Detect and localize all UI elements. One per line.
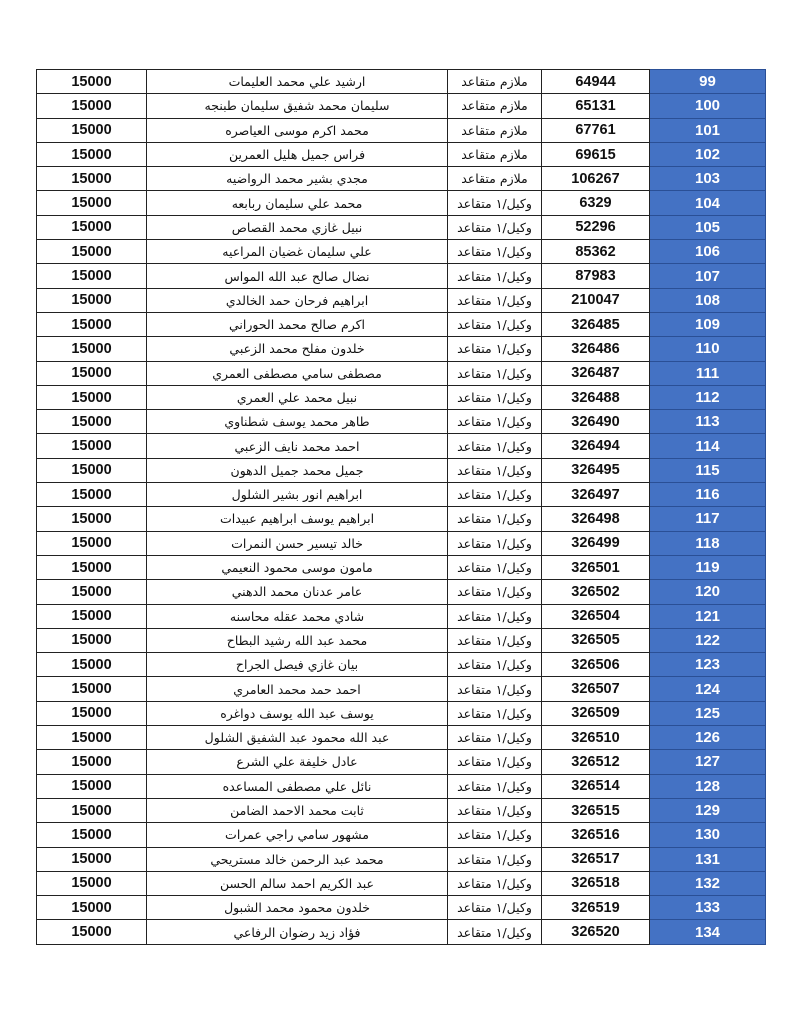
sequence-number-cell: 108 bbox=[650, 288, 766, 312]
name-cell: احمد محمد نايف الزعبي bbox=[147, 434, 448, 458]
military-number-cell: 326505 bbox=[542, 628, 650, 652]
military-number-cell: 67761 bbox=[542, 118, 650, 142]
table-row bbox=[37, 264, 766, 288]
table-row bbox=[37, 142, 766, 166]
table-row bbox=[37, 726, 766, 750]
name-cell: مامون موسى محمود النعيمي bbox=[147, 555, 448, 579]
table-row bbox=[37, 337, 766, 361]
rank-cell: وكيل/١ متقاعد bbox=[448, 847, 542, 871]
amount-cell: 15000 bbox=[37, 361, 147, 385]
name-cell: عبد الله محمود عبد الشفيق الشلول bbox=[147, 726, 448, 750]
table-row bbox=[37, 847, 766, 871]
table-row bbox=[37, 871, 766, 895]
table-row bbox=[37, 215, 766, 239]
table-row bbox=[37, 118, 766, 142]
amount-cell: 15000 bbox=[37, 434, 147, 458]
name-cell: ابراهيم فرحان حمد الخالدي bbox=[147, 288, 448, 312]
rank-cell: ملازم متقاعد bbox=[448, 70, 542, 94]
sequence-number-cell: 118 bbox=[650, 531, 766, 555]
amount-cell: 15000 bbox=[37, 896, 147, 920]
rank-cell: وكيل/١ متقاعد bbox=[448, 410, 542, 434]
amount-cell: 15000 bbox=[37, 410, 147, 434]
name-cell: مجدي بشير محمد الرواضيه bbox=[147, 167, 448, 191]
military-number-cell: 326497 bbox=[542, 483, 650, 507]
amount-cell: 15000 bbox=[37, 798, 147, 822]
sequence-number-cell: 106 bbox=[650, 240, 766, 264]
name-cell: محمد علي سليمان ربابعه bbox=[147, 191, 448, 215]
name-cell: مصطفى سامي مصطفى العمري bbox=[147, 361, 448, 385]
rank-cell: وكيل/١ متقاعد bbox=[448, 628, 542, 652]
amount-cell: 15000 bbox=[37, 604, 147, 628]
name-cell: ابراهيم انور بشير الشلول bbox=[147, 483, 448, 507]
sequence-number-cell: 122 bbox=[650, 628, 766, 652]
rank-cell: وكيل/١ متقاعد bbox=[448, 896, 542, 920]
table-row bbox=[37, 191, 766, 215]
sequence-number-cell: 103 bbox=[650, 167, 766, 191]
name-cell: سليمان محمد شفيق سليمان طبنجه bbox=[147, 94, 448, 118]
table-row bbox=[37, 604, 766, 628]
amount-cell: 15000 bbox=[37, 142, 147, 166]
table-row bbox=[37, 580, 766, 604]
sequence-number-cell: 131 bbox=[650, 847, 766, 871]
military-number-cell: 87983 bbox=[542, 264, 650, 288]
sequence-number-cell: 116 bbox=[650, 483, 766, 507]
name-cell: عادل خليفة علي الشرع bbox=[147, 750, 448, 774]
military-number-cell: 326514 bbox=[542, 774, 650, 798]
table-row bbox=[37, 701, 766, 725]
sequence-number-cell: 117 bbox=[650, 507, 766, 531]
rank-cell: وكيل/١ متقاعد bbox=[448, 726, 542, 750]
name-cell: خلدون مفلح محمد الزعبي bbox=[147, 337, 448, 361]
name-cell: محمد عبد الله رشيد البطاح bbox=[147, 628, 448, 652]
rank-cell: وكيل/١ متقاعد bbox=[448, 312, 542, 336]
table-row bbox=[37, 458, 766, 482]
military-number-cell: 326486 bbox=[542, 337, 650, 361]
amount-cell: 15000 bbox=[37, 118, 147, 142]
amount-cell: 15000 bbox=[37, 701, 147, 725]
rank-cell: وكيل/١ متقاعد bbox=[448, 458, 542, 482]
sequence-number-cell: 112 bbox=[650, 385, 766, 409]
amount-cell: 15000 bbox=[37, 70, 147, 94]
name-cell: اكرم صالح محمد الحوراني bbox=[147, 312, 448, 336]
rank-cell: وكيل/١ متقاعد bbox=[448, 507, 542, 531]
rank-cell: وكيل/١ متقاعد bbox=[448, 920, 542, 944]
military-number-cell: 326517 bbox=[542, 847, 650, 871]
rank-cell: وكيل/١ متقاعد bbox=[448, 555, 542, 579]
military-number-cell: 65131 bbox=[542, 94, 650, 118]
amount-cell: 15000 bbox=[37, 264, 147, 288]
amount-cell: 15000 bbox=[37, 847, 147, 871]
amount-cell: 15000 bbox=[37, 823, 147, 847]
name-cell: محمد اكرم موسى العياصره bbox=[147, 118, 448, 142]
amount-cell: 15000 bbox=[37, 507, 147, 531]
military-number-cell: 326507 bbox=[542, 677, 650, 701]
sequence-number-cell: 124 bbox=[650, 677, 766, 701]
sequence-number-cell: 111 bbox=[650, 361, 766, 385]
military-number-cell: 52296 bbox=[542, 215, 650, 239]
military-number-cell: 326515 bbox=[542, 798, 650, 822]
name-cell: نائل علي مصطفى المساعده bbox=[147, 774, 448, 798]
sequence-number-cell: 114 bbox=[650, 434, 766, 458]
rank-cell: ملازم متقاعد bbox=[448, 94, 542, 118]
sequence-number-cell: 132 bbox=[650, 871, 766, 895]
table-row bbox=[37, 361, 766, 385]
rank-cell: وكيل/١ متقاعد bbox=[448, 264, 542, 288]
rank-cell: وكيل/١ متقاعد bbox=[448, 823, 542, 847]
military-number-cell: 326518 bbox=[542, 871, 650, 895]
sequence-number-cell: 100 bbox=[650, 94, 766, 118]
amount-cell: 15000 bbox=[37, 750, 147, 774]
rank-cell: وكيل/١ متقاعد bbox=[448, 215, 542, 239]
table-row bbox=[37, 507, 766, 531]
sequence-number-cell: 128 bbox=[650, 774, 766, 798]
amount-cell: 15000 bbox=[37, 458, 147, 482]
military-number-cell: 326498 bbox=[542, 507, 650, 531]
name-cell: ابراهيم يوسف ابراهيم عبيدات bbox=[147, 507, 448, 531]
rank-cell: وكيل/١ متقاعد bbox=[448, 750, 542, 774]
amount-cell: 15000 bbox=[37, 580, 147, 604]
table-row bbox=[37, 677, 766, 701]
table-row bbox=[37, 240, 766, 264]
military-number-cell: 64944 bbox=[542, 70, 650, 94]
amount-cell: 15000 bbox=[37, 555, 147, 579]
military-number-cell: 326509 bbox=[542, 701, 650, 725]
rank-cell: وكيل/١ متقاعد bbox=[448, 604, 542, 628]
military-number-cell: 326495 bbox=[542, 458, 650, 482]
table-row bbox=[37, 653, 766, 677]
rank-cell: ملازم متقاعد bbox=[448, 167, 542, 191]
sequence-number-cell: 121 bbox=[650, 604, 766, 628]
rank-cell: ملازم متقاعد bbox=[448, 118, 542, 142]
military-number-cell: 326485 bbox=[542, 312, 650, 336]
rank-cell: وكيل/١ متقاعد bbox=[448, 798, 542, 822]
rank-cell: وكيل/١ متقاعد bbox=[448, 337, 542, 361]
table-row bbox=[37, 167, 766, 191]
rank-cell: وكيل/١ متقاعد bbox=[448, 483, 542, 507]
table-row bbox=[37, 531, 766, 555]
table-row bbox=[37, 920, 766, 944]
military-number-cell: 106267 bbox=[542, 167, 650, 191]
name-cell: خالد تيسير حسن النمرات bbox=[147, 531, 448, 555]
military-number-cell: 326499 bbox=[542, 531, 650, 555]
amount-cell: 15000 bbox=[37, 628, 147, 652]
table-row bbox=[37, 628, 766, 652]
name-cell: ارشيد علي محمد العليمات bbox=[147, 70, 448, 94]
amount-cell: 15000 bbox=[37, 920, 147, 944]
amount-cell: 15000 bbox=[37, 288, 147, 312]
military-number-cell: 326519 bbox=[542, 896, 650, 920]
roster-sheet bbox=[36, 69, 765, 945]
sequence-number-cell: 130 bbox=[650, 823, 766, 847]
sequence-number-cell: 133 bbox=[650, 896, 766, 920]
amount-cell: 15000 bbox=[37, 385, 147, 409]
rank-cell: ملازم متقاعد bbox=[448, 142, 542, 166]
table-row bbox=[37, 798, 766, 822]
sequence-number-cell: 105 bbox=[650, 215, 766, 239]
sequence-number-cell: 115 bbox=[650, 458, 766, 482]
name-cell: جميل محمد جميل الدهون bbox=[147, 458, 448, 482]
sequence-number-cell: 107 bbox=[650, 264, 766, 288]
amount-cell: 15000 bbox=[37, 337, 147, 361]
table-row bbox=[37, 896, 766, 920]
name-cell: عامر عدنان محمد الدهني bbox=[147, 580, 448, 604]
amount-cell: 15000 bbox=[37, 531, 147, 555]
amount-cell: 15000 bbox=[37, 653, 147, 677]
name-cell: فؤاد زيد رضوان الرفاعي bbox=[147, 920, 448, 944]
military-number-cell: 326502 bbox=[542, 580, 650, 604]
name-cell: طاهر محمد يوسف شطناوي bbox=[147, 410, 448, 434]
military-number-cell: 210047 bbox=[542, 288, 650, 312]
amount-cell: 15000 bbox=[37, 774, 147, 798]
table-row bbox=[37, 288, 766, 312]
rank-cell: وكيل/١ متقاعد bbox=[448, 701, 542, 725]
rank-cell: وكيل/١ متقاعد bbox=[448, 677, 542, 701]
table-row bbox=[37, 555, 766, 579]
military-number-cell: 326506 bbox=[542, 653, 650, 677]
amount-cell: 15000 bbox=[37, 167, 147, 191]
rank-cell: وكيل/١ متقاعد bbox=[448, 240, 542, 264]
table-row bbox=[37, 312, 766, 336]
amount-cell: 15000 bbox=[37, 726, 147, 750]
military-number-cell: 326494 bbox=[542, 434, 650, 458]
sequence-number-cell: 110 bbox=[650, 337, 766, 361]
military-number-cell: 69615 bbox=[542, 142, 650, 166]
table-row bbox=[37, 70, 766, 94]
rank-cell: وكيل/١ متقاعد bbox=[448, 871, 542, 895]
sequence-number-cell: 125 bbox=[650, 701, 766, 725]
military-number-cell: 326510 bbox=[542, 726, 650, 750]
rank-cell: وكيل/١ متقاعد bbox=[448, 385, 542, 409]
amount-cell: 15000 bbox=[37, 871, 147, 895]
rank-cell: وكيل/١ متقاعد bbox=[448, 531, 542, 555]
amount-cell: 15000 bbox=[37, 94, 147, 118]
rank-cell: وكيل/١ متقاعد bbox=[448, 191, 542, 215]
roster-table-body bbox=[37, 70, 766, 945]
name-cell: بيان غازي فيصل الجراح bbox=[147, 653, 448, 677]
rank-cell: وكيل/١ متقاعد bbox=[448, 361, 542, 385]
sequence-number-cell: 123 bbox=[650, 653, 766, 677]
name-cell: محمد عبد الرحمن خالد مستريحي bbox=[147, 847, 448, 871]
rank-cell: وكيل/١ متقاعد bbox=[448, 288, 542, 312]
sequence-number-cell: 104 bbox=[650, 191, 766, 215]
table-row bbox=[37, 774, 766, 798]
table-row bbox=[37, 385, 766, 409]
sequence-number-cell: 113 bbox=[650, 410, 766, 434]
rank-cell: وكيل/١ متقاعد bbox=[448, 774, 542, 798]
table-row bbox=[37, 823, 766, 847]
amount-cell: 15000 bbox=[37, 677, 147, 701]
military-number-cell: 326516 bbox=[542, 823, 650, 847]
military-number-cell: 326512 bbox=[542, 750, 650, 774]
table-row bbox=[37, 483, 766, 507]
military-number-cell: 326487 bbox=[542, 361, 650, 385]
sequence-number-cell: 102 bbox=[650, 142, 766, 166]
name-cell: نبيل غازي محمد القصاص bbox=[147, 215, 448, 239]
military-number-cell: 326488 bbox=[542, 385, 650, 409]
name-cell: نبيل محمد علي العمري bbox=[147, 385, 448, 409]
name-cell: مشهور سامي راجي عمرات bbox=[147, 823, 448, 847]
amount-cell: 15000 bbox=[37, 312, 147, 336]
name-cell: شادي محمد عقله محاسنه bbox=[147, 604, 448, 628]
sequence-number-cell: 119 bbox=[650, 555, 766, 579]
sequence-number-cell: 109 bbox=[650, 312, 766, 336]
amount-cell: 15000 bbox=[37, 483, 147, 507]
military-number-cell: 326501 bbox=[542, 555, 650, 579]
sequence-number-cell: 120 bbox=[650, 580, 766, 604]
rank-cell: وكيل/١ متقاعد bbox=[448, 653, 542, 677]
sequence-number-cell: 127 bbox=[650, 750, 766, 774]
amount-cell: 15000 bbox=[37, 215, 147, 239]
amount-cell: 15000 bbox=[37, 240, 147, 264]
table-row bbox=[37, 94, 766, 118]
military-number-cell: 326504 bbox=[542, 604, 650, 628]
amount-cell: 15000 bbox=[37, 191, 147, 215]
sequence-number-cell: 129 bbox=[650, 798, 766, 822]
military-number-cell: 326490 bbox=[542, 410, 650, 434]
sequence-number-cell: 101 bbox=[650, 118, 766, 142]
sequence-number-cell: 126 bbox=[650, 726, 766, 750]
military-number-cell: 85362 bbox=[542, 240, 650, 264]
roster-table bbox=[36, 69, 766, 945]
rank-cell: وكيل/١ متقاعد bbox=[448, 580, 542, 604]
table-row bbox=[37, 410, 766, 434]
name-cell: نضال صالح عبد الله المواس bbox=[147, 264, 448, 288]
name-cell: فراس جميل هليل العمرين bbox=[147, 142, 448, 166]
name-cell: علي سليمان غضيان المراعيه bbox=[147, 240, 448, 264]
name-cell: احمد حمد محمد العامري bbox=[147, 677, 448, 701]
name-cell: يوسف عبد الله يوسف دواغره bbox=[147, 701, 448, 725]
name-cell: خلدون محمود محمد الشبول bbox=[147, 896, 448, 920]
table-row bbox=[37, 750, 766, 774]
sequence-number-cell: 99 bbox=[650, 70, 766, 94]
military-number-cell: 6329 bbox=[542, 191, 650, 215]
sequence-number-cell: 134 bbox=[650, 920, 766, 944]
military-number-cell: 326520 bbox=[542, 920, 650, 944]
table-row bbox=[37, 434, 766, 458]
name-cell: عبد الكريم احمد سالم الحسن bbox=[147, 871, 448, 895]
name-cell: ثابت محمد الاحمد الضامن bbox=[147, 798, 448, 822]
rank-cell: وكيل/١ متقاعد bbox=[448, 434, 542, 458]
